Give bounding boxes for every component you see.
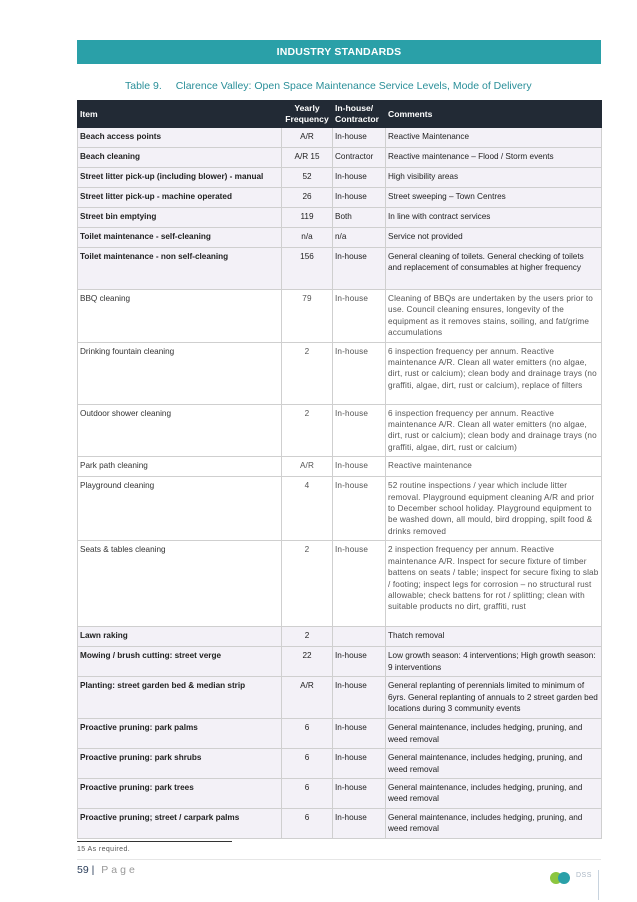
cell-frequency: 4 (282, 477, 333, 541)
cell-frequency: 2 (282, 627, 333, 647)
cell-item: Toilet maintenance - self-cleaning (78, 228, 282, 248)
cell-frequency: 22 (282, 647, 333, 677)
cell-mode: In-house (333, 290, 386, 343)
cell-comments: General cleaning of toilets. General checking of toilets and replacement of consumables at higher frequency (386, 248, 602, 290)
service-levels-table (77, 100, 602, 839)
cell-item: Outdoor shower cleaning (78, 404, 282, 457)
cell-comments: General maintenance, includes hedging, pruning, and weed removal (386, 749, 602, 779)
cell-item: Seats & tables cleaning (78, 541, 282, 627)
header-comments: Comments (386, 101, 602, 128)
table-row (78, 128, 602, 148)
logo-divider (598, 870, 599, 900)
cell-frequency: 156 (282, 248, 333, 290)
logo-text: DSS (576, 872, 592, 879)
page-number: 59 (77, 864, 89, 876)
page-separator: | (91, 864, 95, 876)
cell-item: Mowing / brush cutting: street verge (78, 647, 282, 677)
cell-comments: Reactive maintenance – Flood / Storm events (386, 148, 602, 168)
table-caption (125, 80, 532, 92)
cell-mode: In-house (333, 457, 386, 477)
cell-mode: In-house (333, 749, 386, 779)
cell-frequency: A/R (282, 128, 333, 148)
cell-mode: In-house (333, 647, 386, 677)
cell-frequency: 119 (282, 208, 333, 228)
cell-item: Street bin emptying (78, 208, 282, 228)
page-label: Page (101, 864, 138, 876)
table-row (78, 342, 602, 404)
cell-mode: In-house (333, 404, 386, 457)
cell-frequency: n/a (282, 228, 333, 248)
cell-mode: In-house (333, 168, 386, 188)
cell-comments: 6 inspection frequency per annum. Reactive maintenance A/R. Clean all water emitters (no algae, dirt, rust or calcium); clean body and drainage trays (no graffiti, algae, dirt, rust or calcium), replace of filters (386, 342, 602, 404)
cell-frequency: A/R (282, 677, 333, 719)
cell-item: Beach access points (78, 128, 282, 148)
cell-item: Planting: street garden bed & median strip (78, 677, 282, 719)
cell-comments: 52 routine inspections / year which include litter removal. Playground equipment cleaning A/R and prior to December school holiday. Playground equipment to be washed down, all mould, bird dropping, spilt food & drinks removed (386, 477, 602, 541)
cell-mode: In-house (333, 188, 386, 208)
table-row (78, 808, 602, 838)
cell-frequency: 6 (282, 778, 333, 808)
cell-comments: General maintenance, includes hedging, pruning, and weed removal (386, 778, 602, 808)
cell-frequency: 79 (282, 290, 333, 343)
table-row (78, 778, 602, 808)
page-footer (77, 864, 138, 876)
table-row (78, 148, 602, 168)
cell-comments: In line with contract services (386, 208, 602, 228)
cell-frequency: 6 (282, 808, 333, 838)
table-header-row (78, 101, 602, 128)
cell-item: Proactive pruning; street / carpark palms (78, 808, 282, 838)
table-row (78, 228, 602, 248)
cell-item: Proactive pruning: park palms (78, 719, 282, 749)
cell-mode: In-house (333, 719, 386, 749)
cell-mode: In-house (333, 808, 386, 838)
cell-comments: Thatch removal (386, 627, 602, 647)
cell-frequency: 6 (282, 719, 333, 749)
table-row (78, 208, 602, 228)
cell-item: Park path cleaning (78, 457, 282, 477)
cell-comments: General maintenance, includes hedging, pruning, and weed removal (386, 808, 602, 838)
cell-mode: In-house (333, 248, 386, 290)
cell-item: Street litter pick-up - machine operated (78, 188, 282, 208)
footnote: 15 As required. (77, 846, 131, 853)
table-row (78, 290, 602, 343)
cell-item: Playground cleaning (78, 477, 282, 541)
table-row (78, 749, 602, 779)
cell-item: Proactive pruning: park trees (78, 778, 282, 808)
cell-mode: In-house (333, 477, 386, 541)
table-row (78, 404, 602, 457)
cell-item: Beach cleaning (78, 148, 282, 168)
cell-item: Toilet maintenance - non self-cleaning (78, 248, 282, 290)
cell-frequency: 2 (282, 342, 333, 404)
cell-comments: Service not provided (386, 228, 602, 248)
cell-mode: In-house (333, 342, 386, 404)
cell-mode: In-house (333, 128, 386, 148)
cell-item: Lawn raking (78, 627, 282, 647)
cell-mode (333, 627, 386, 647)
cell-mode: n/a (333, 228, 386, 248)
cell-comments: Reactive Maintenance (386, 128, 602, 148)
table-row (78, 627, 602, 647)
cell-mode: In-house (333, 778, 386, 808)
table-row (78, 647, 602, 677)
cell-frequency: 26 (282, 188, 333, 208)
cell-comments: Low growth season: 4 interventions; High growth season: 9 interventions (386, 647, 602, 677)
cell-comments: Reactive maintenance (386, 457, 602, 477)
table-number: Table 9. (125, 80, 162, 92)
section-banner: INDUSTRY STANDARDS (77, 40, 601, 64)
table-row (78, 541, 602, 627)
cell-mode: Both (333, 208, 386, 228)
cell-comments: General maintenance, includes hedging, pruning, and weed removal (386, 719, 602, 749)
cell-item: BBQ cleaning (78, 290, 282, 343)
cell-frequency: A/R (282, 457, 333, 477)
header-mode: In-house/ Contractor (333, 101, 386, 128)
cell-comments: General replanting of perennials limited to minimum of 6yrs. General replanting of annuals to 2 street garden bed locations during 3 community events (386, 677, 602, 719)
footer-divider (77, 859, 601, 860)
cell-frequency: 52 (282, 168, 333, 188)
cell-comments: 2 inspection frequency per annum. Reactive maintenance A/R. Inspect for secure fixture of timber battens on seats / table; inspect for secure fixing to slab / footing; inspect legs for corrosion – no structural rust allowable; check battens for rot / splitting; clean with suitable products no dirt, graffiti, rust (386, 541, 602, 627)
table-row (78, 168, 602, 188)
cell-mode: Contractor (333, 148, 386, 168)
cell-mode: In-house (333, 677, 386, 719)
cell-frequency: 2 (282, 404, 333, 457)
table-title: Clarence Valley: Open Space Maintenance Service Levels, Mode of Delivery (175, 80, 532, 92)
cell-comments: Street sweeping – Town Centres (386, 188, 602, 208)
table-row (78, 719, 602, 749)
table-row (78, 457, 602, 477)
cell-mode: In-house (333, 541, 386, 627)
cell-item: Proactive pruning: park shrubs (78, 749, 282, 779)
footnote-rule (77, 841, 232, 842)
header-item: Item (78, 101, 282, 128)
cell-frequency: A/R 15 (282, 148, 333, 168)
cell-comments: Cleaning of BBQs are undertaken by the users prior to use. Council cleaning ensures, longevity of the equipment as it removes stains, soiling, and fat/grime accumulations (386, 290, 602, 343)
cell-frequency: 2 (282, 541, 333, 627)
cell-comments: 6 inspection frequency per annum. Reactive maintenance A/R. Clean all water emitters (no algae, dirt, rust or calcium); clean body and drainage trays (no graffiti, algae, dirt, rust or calcium) (386, 404, 602, 457)
cell-item: Drinking fountain cleaning (78, 342, 282, 404)
table-row (78, 477, 602, 541)
header-frequency: Yearly Frequency (282, 101, 333, 128)
table-row (78, 677, 602, 719)
cell-frequency: 6 (282, 749, 333, 779)
cell-comments: High visibility areas (386, 168, 602, 188)
table-row (78, 248, 602, 290)
table-row (78, 188, 602, 208)
cell-item: Street litter pick-up (including blower) - manual (78, 168, 282, 188)
